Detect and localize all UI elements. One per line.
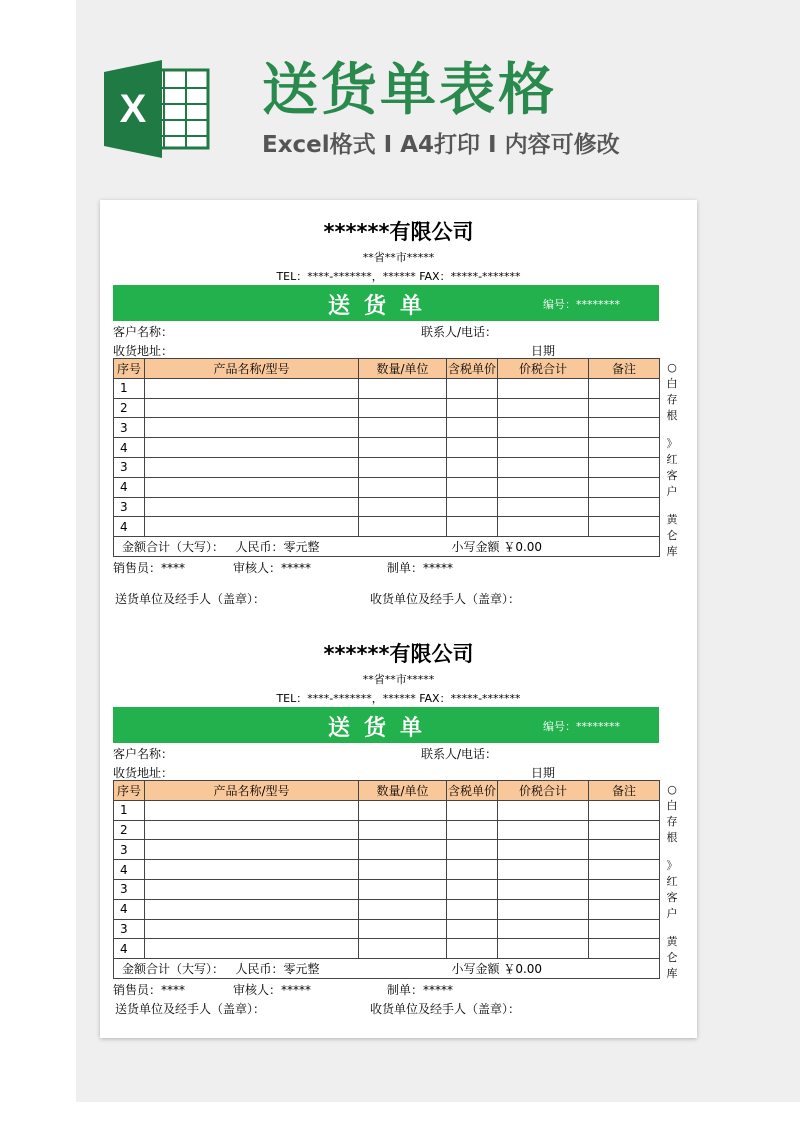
cell[interactable] [498, 418, 589, 438]
cell[interactable] [447, 860, 498, 880]
cell[interactable] [447, 457, 498, 477]
table-row [114, 418, 660, 438]
col-header: 价税合计 [498, 359, 589, 379]
delivery-form-1 [100, 200, 697, 620]
cell[interactable] [359, 860, 447, 880]
col-header: 序号 [114, 781, 145, 801]
cell[interactable] [145, 497, 359, 517]
col-header: 价税合计 [498, 781, 589, 801]
col-header: 数量/单位 [359, 359, 447, 379]
row-number: 3 [114, 457, 145, 477]
row-number: 2 [114, 398, 145, 418]
col-header: 含税单价 [447, 359, 498, 379]
cell[interactable] [447, 919, 498, 939]
cell[interactable] [145, 477, 359, 497]
cell[interactable] [145, 457, 359, 477]
cell[interactable] [589, 457, 660, 477]
row-number: 3 [114, 919, 145, 939]
cell[interactable] [447, 398, 498, 418]
row-number: 3 [114, 497, 145, 517]
col-header: 含税单价 [447, 781, 498, 801]
cell[interactable] [145, 939, 359, 959]
document-sheet [100, 200, 697, 1038]
table-row [114, 477, 660, 497]
cell[interactable] [447, 840, 498, 860]
copy-labels: ○ 白 存 根 》 红 客 户 黄 仑 库 [666, 783, 678, 980]
cell[interactable] [145, 840, 359, 860]
row-number: 4 [114, 438, 145, 458]
cell[interactable] [145, 398, 359, 418]
table-header-row [114, 359, 660, 379]
row-number: 4 [114, 477, 145, 497]
cell[interactable] [145, 879, 359, 899]
total-small: 小写金额 ￥0.00 [451, 540, 543, 555]
cell[interactable] [359, 800, 447, 820]
cell[interactable] [498, 820, 589, 840]
col-header: 数量/单位 [359, 781, 447, 801]
banner-title: 送货单 [328, 716, 437, 741]
col-header: 产品名称/型号 [145, 359, 359, 379]
table-row [114, 438, 660, 458]
copy-labels: ○ 白 存 根 》 红 客 户 黄 仑 库 [666, 361, 678, 558]
cell[interactable] [498, 457, 589, 477]
total-caps-label: 金额合计（大写）： [122, 962, 225, 977]
cell[interactable] [447, 477, 498, 497]
cell[interactable] [498, 800, 589, 820]
cell[interactable] [447, 497, 498, 517]
cell[interactable] [589, 517, 660, 537]
total-row [114, 537, 660, 557]
cell[interactable] [498, 939, 589, 959]
cell[interactable] [145, 919, 359, 939]
cell[interactable] [359, 378, 447, 398]
cell[interactable] [359, 398, 447, 418]
cell[interactable] [498, 899, 589, 919]
company-tel: TEL：****-*******，****** FAX：*****-******* [276, 692, 521, 705]
row-number: 4 [114, 939, 145, 959]
table-row [114, 879, 660, 899]
excel-logo-icon [104, 60, 214, 158]
table-row [114, 939, 660, 959]
sender-signature: 送货单位及经手人（盖章）： [115, 592, 266, 606]
maker: 制单：***** [387, 561, 454, 575]
cell[interactable] [447, 378, 498, 398]
company-name: ******有限公司 [323, 642, 474, 666]
customer-name-label: 客户名称： [113, 325, 174, 339]
total-small: 小写金额 ￥0.00 [451, 962, 543, 977]
table-row [114, 860, 660, 880]
cell[interactable] [589, 438, 660, 458]
cell[interactable] [589, 820, 660, 840]
reviewer: 审核人：***** [233, 561, 312, 575]
cell[interactable] [145, 438, 359, 458]
cell[interactable] [447, 879, 498, 899]
table-row [114, 840, 660, 860]
table-row [114, 517, 660, 537]
total-cell [114, 537, 660, 557]
cell[interactable] [447, 800, 498, 820]
col-header: 产品名称/型号 [145, 781, 359, 801]
table-row [114, 899, 660, 919]
row-number: 1 [114, 800, 145, 820]
customer-name-label: 客户名称： [113, 747, 174, 761]
cell[interactable] [447, 899, 498, 919]
cell[interactable] [589, 899, 660, 919]
cell[interactable] [498, 477, 589, 497]
total-rmb: 人民币：零元整 [235, 540, 320, 555]
total-rmb: 人民币：零元整 [235, 962, 320, 977]
cell[interactable] [359, 939, 447, 959]
row-number: 4 [114, 517, 145, 537]
cell[interactable] [359, 899, 447, 919]
total-row [114, 959, 660, 979]
cell[interactable] [589, 378, 660, 398]
row-number: 3 [114, 840, 145, 860]
cell[interactable] [589, 840, 660, 860]
address-label: 收货地址： [113, 344, 174, 358]
total-caps-label: 金额合计（大写）： [122, 540, 225, 555]
row-number: 3 [114, 879, 145, 899]
date-label: 日期 [531, 344, 556, 358]
cell[interactable] [359, 919, 447, 939]
company-address: **省**市***** [362, 251, 435, 264]
table-row [114, 457, 660, 477]
cell[interactable] [447, 418, 498, 438]
cell[interactable] [589, 860, 660, 880]
cell[interactable] [359, 517, 447, 537]
address-label: 收货地址： [113, 766, 174, 780]
cell[interactable] [589, 398, 660, 418]
goods-table [113, 358, 660, 557]
receiver-signature: 收货单位及经手人（盖章）： [370, 1002, 521, 1016]
cell[interactable] [145, 378, 359, 398]
salesman: 销售员：**** [113, 561, 186, 575]
cell[interactable] [498, 860, 589, 880]
salesman: 销售员：**** [113, 983, 186, 997]
cell[interactable] [498, 497, 589, 517]
cell[interactable] [589, 800, 660, 820]
cell[interactable] [589, 879, 660, 899]
cell[interactable] [359, 840, 447, 860]
goods-table [113, 780, 660, 979]
cell[interactable] [145, 418, 359, 438]
cell[interactable] [359, 477, 447, 497]
cell[interactable] [447, 438, 498, 458]
cell[interactable] [359, 457, 447, 477]
cell[interactable] [498, 378, 589, 398]
sender-signature: 送货单位及经手人（盖章）： [115, 1002, 266, 1016]
form-banner [113, 285, 659, 321]
col-header: 备注 [589, 359, 660, 379]
cell[interactable] [359, 879, 447, 899]
company-name: ******有限公司 [323, 220, 474, 244]
table-row [114, 497, 660, 517]
table-row [114, 800, 660, 820]
cell[interactable] [589, 477, 660, 497]
cell[interactable] [589, 919, 660, 939]
date-label: 日期 [531, 766, 556, 780]
cell[interactable] [498, 517, 589, 537]
company-address: **省**市***** [362, 673, 435, 686]
col-header: 序号 [114, 359, 145, 379]
page-title: 送货单表格 [262, 58, 557, 123]
cell[interactable] [359, 497, 447, 517]
row-number: 3 [114, 418, 145, 438]
cell[interactable] [447, 820, 498, 840]
cell[interactable] [589, 418, 660, 438]
total-cell [114, 959, 660, 979]
contact-label: 联系人/电话： [421, 325, 498, 339]
banner-title: 送货单 [328, 294, 437, 319]
table-row [114, 398, 660, 418]
cell[interactable] [498, 438, 589, 458]
page-subtitle: Excel格式 I A4打印 I 内容可修改 [262, 132, 620, 158]
serial-number: 编号：******** [543, 720, 620, 733]
cell[interactable] [359, 438, 447, 458]
receiver-signature: 收货单位及经手人（盖章）： [370, 592, 521, 606]
cell[interactable] [145, 860, 359, 880]
cell[interactable] [145, 800, 359, 820]
cell[interactable] [145, 820, 359, 840]
row-number: 1 [114, 378, 145, 398]
cell[interactable] [145, 899, 359, 919]
cell[interactable] [498, 879, 589, 899]
col-header: 备注 [589, 781, 660, 801]
contact-label: 联系人/电话： [421, 747, 498, 761]
serial-number: 编号：******** [543, 298, 620, 311]
cell[interactable] [498, 919, 589, 939]
cell[interactable] [145, 517, 359, 537]
logo-letter: X [119, 87, 147, 131]
table-row [114, 378, 660, 398]
cell[interactable] [589, 939, 660, 959]
delivery-form-2 [100, 622, 697, 1042]
cell[interactable] [447, 939, 498, 959]
cell[interactable] [589, 497, 660, 517]
table-row [114, 919, 660, 939]
maker: 制单：***** [387, 983, 454, 997]
cell[interactable] [498, 840, 589, 860]
table-header-row [114, 781, 660, 801]
cell[interactable] [447, 517, 498, 537]
cell[interactable] [359, 820, 447, 840]
row-number: 4 [114, 860, 145, 880]
cell[interactable] [498, 398, 589, 418]
reviewer: 审核人：***** [233, 983, 312, 997]
cell[interactable] [359, 418, 447, 438]
row-number: 2 [114, 820, 145, 840]
table-row [114, 820, 660, 840]
form-banner [113, 707, 659, 743]
row-number: 4 [114, 899, 145, 919]
company-tel: TEL：****-*******，****** FAX：*****-******* [276, 270, 521, 283]
